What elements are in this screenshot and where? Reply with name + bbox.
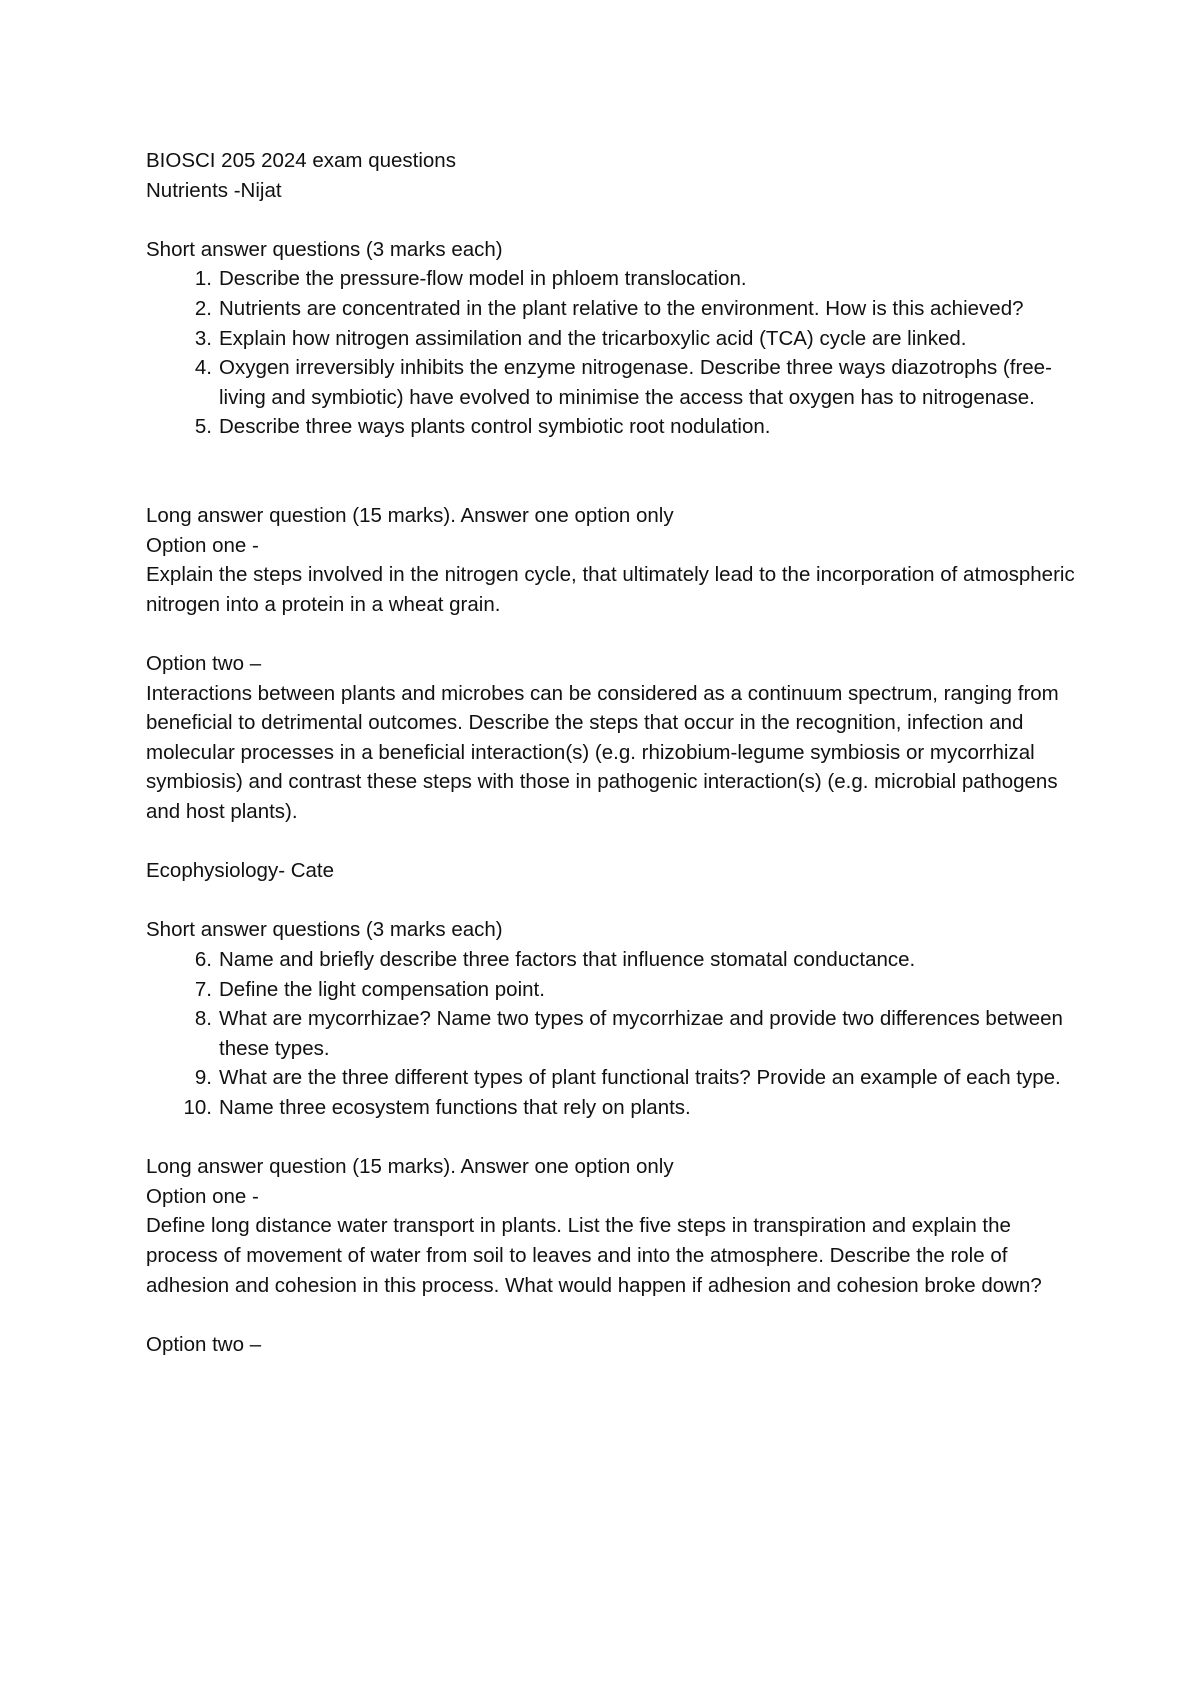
question-text: Describe the pressure-flow model in phloem translocation. bbox=[219, 267, 747, 291]
question-text: What are the three different types of plant functional traits? Provide an example of each type. bbox=[219, 1066, 1061, 1090]
list-item bbox=[146, 1063, 1086, 1093]
list-item bbox=[146, 264, 1086, 294]
document-title: BIOSCI 205 2024 exam questions bbox=[146, 149, 456, 172]
long-answer-heading: Long answer question (15 marks). Answer one option only bbox=[146, 1155, 674, 1179]
question-number: 2. bbox=[194, 296, 212, 320]
question-number: 7. bbox=[194, 977, 212, 1001]
question-text: Oxygen irreversibly inhibits the enzyme nitrogenase. Describe three ways diazotrophs (free-living and symbiotic) have evolved to minimise the access that oxygen has to nitrogenase. bbox=[219, 356, 1052, 409]
list-item bbox=[146, 294, 1086, 324]
spacer bbox=[146, 205, 1086, 235]
list-item bbox=[146, 353, 1086, 412]
question-text: Nutrients are concentrated in the plant relative to the environment. How is this achieved? bbox=[219, 296, 1024, 320]
option-two-text: Interactions between plants and microbes can be considered as a continuum spectrum, ranging from beneficial to detrimental outcomes. Describe the steps that occur in the recognition, infection and molecular processes in a beneficial interaction(s) (e.g. rhizobium-legume symbiosis or mycorrhizal symbiosis) and contrast these steps with those in pathogenic interaction(s) (e.g. microbial pathogens and host plants). bbox=[146, 681, 1059, 824]
question-text: Describe three ways plants control symbiotic root nodulation. bbox=[219, 415, 771, 439]
question-number: 10. bbox=[183, 1096, 212, 1119]
list-item bbox=[146, 324, 1086, 354]
list-item bbox=[146, 1093, 1086, 1123]
question-number: 8. bbox=[194, 1007, 212, 1031]
question-number: 1. bbox=[194, 267, 212, 291]
spacer bbox=[146, 827, 1086, 857]
question-list bbox=[146, 945, 1086, 1123]
document-page bbox=[146, 146, 1086, 1359]
section-heading-ecophysiology: Ecophysiology- Cate bbox=[146, 859, 335, 883]
option-one-text: Define long distance water transport in plants. List the five steps in transpiration and explain the process of movement of water from soil to leaves and into the atmosphere. Describe the role of adhesion and cohesion in this process. What would happen if adhesion and cohesion broke down? bbox=[146, 1214, 1042, 1297]
question-number: 4. bbox=[194, 356, 212, 380]
question-text: Name and briefly describe three factors that influence stomatal conductance. bbox=[219, 948, 916, 972]
spacer bbox=[146, 620, 1086, 650]
list-item bbox=[146, 412, 1086, 442]
short-answer-heading: Short answer questions (3 marks each) bbox=[146, 237, 503, 261]
long-answer-heading: Long answer question (15 marks). Answer one option only bbox=[146, 504, 674, 528]
question-text: Name three ecosystem functions that rely on plants. bbox=[219, 1096, 691, 1119]
option-one-label: Option one - bbox=[146, 533, 259, 557]
question-text: Define the light compensation point. bbox=[219, 977, 545, 1001]
spacer bbox=[146, 1123, 1086, 1153]
list-item bbox=[146, 975, 1086, 1005]
question-text: What are mycorrhizae? Name two types of mycorrhizae and provide two differences between these types. bbox=[219, 1007, 1063, 1060]
question-number: 3. bbox=[194, 326, 212, 350]
option-one-label: Option one - bbox=[146, 1184, 259, 1208]
list-item bbox=[146, 945, 1086, 975]
question-number: 5. bbox=[194, 415, 212, 439]
spacer bbox=[146, 442, 1086, 501]
spacer bbox=[146, 886, 1086, 916]
option-one-text: Explain the steps involved in the nitrogen cycle, that ultimately lead to the incorporation of atmospheric nitrogen into a protein in a wheat grain. bbox=[146, 563, 1075, 616]
option-two-label: Option two – bbox=[146, 1332, 262, 1356]
short-answer-heading: Short answer questions (3 marks each) bbox=[146, 918, 503, 942]
question-list bbox=[146, 264, 1086, 442]
option-two-label: Option two – bbox=[146, 652, 262, 676]
question-number: 6. bbox=[194, 948, 212, 972]
question-text: Explain how nitrogen assimilation and the tricarboxylic acid (TCA) cycle are linked. bbox=[219, 326, 967, 350]
list-item bbox=[146, 1004, 1086, 1063]
spacer bbox=[146, 1300, 1086, 1330]
question-number: 9. bbox=[194, 1066, 212, 1090]
section-heading-nutrients: Nutrients -Nijat bbox=[146, 178, 282, 202]
